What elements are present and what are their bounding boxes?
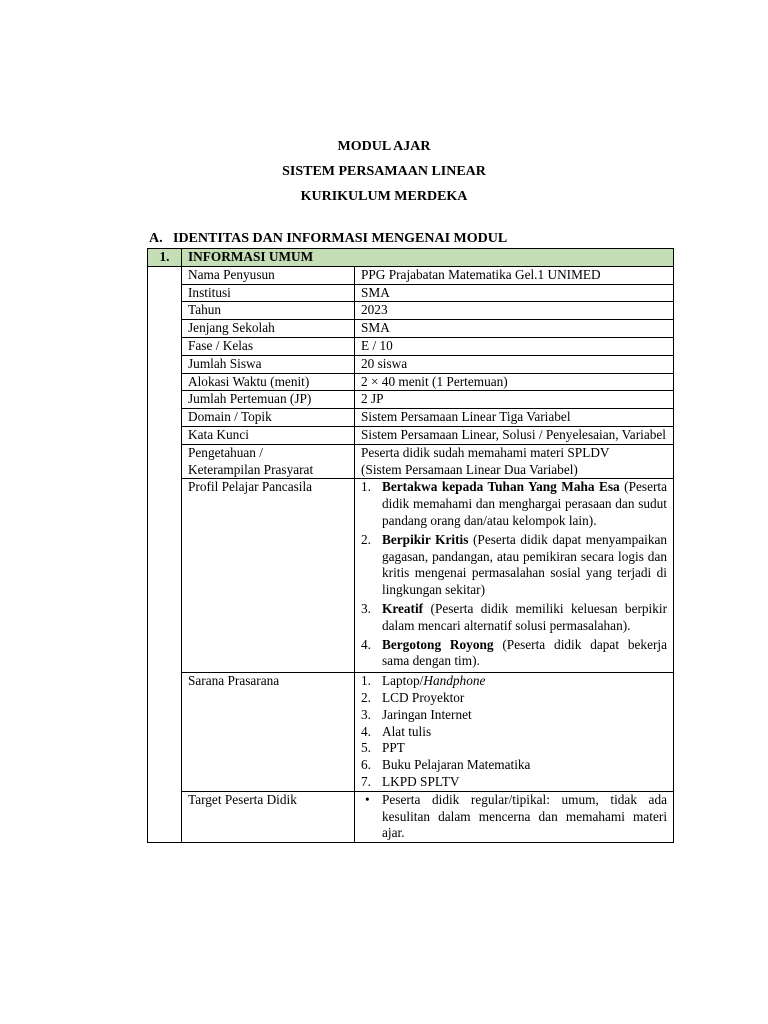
row-value: 2 × 40 menit (1 Pertemuan)	[355, 373, 674, 391]
row-label: Sarana Prasarana	[182, 673, 355, 792]
row-value: Sistem Persamaan Linear Tiga Variabel	[355, 409, 674, 427]
profil-item-title: Bertakwa kepada Tuhan Yang Maha Esa	[382, 479, 620, 495]
list-text: Buku Pelajaran Matematika	[382, 757, 531, 773]
table-row-profil	[148, 479, 674, 673]
list-number: 1.	[361, 673, 371, 689]
list-text: Peserta didik regular/tipikal: umum, tidak ada kesulitan dalam mencerna dan memahami materi ajar.	[382, 791, 668, 841]
profil-item-title: Bergotong Royong	[382, 636, 494, 652]
module-identity-table	[147, 248, 674, 843]
row-label: Fase / Kelas	[182, 337, 355, 355]
row-label: Jumlah Siswa	[182, 355, 355, 373]
list-text: LKPD SPLTV	[382, 773, 460, 789]
table-row	[148, 337, 674, 355]
row-value	[355, 479, 674, 673]
table-row	[148, 302, 674, 320]
profil-item-text: (Peserta didik dapat menyampaikan gagasan, pandangan, atau pemikiran secara logis dan kritis mengenai permasalahan sosial yang terjadi di lingkungan sekitar)	[382, 531, 668, 598]
table-row	[148, 391, 674, 409]
row-label	[182, 444, 355, 479]
row-label: Jumlah Pertemuan (JP)	[182, 391, 355, 409]
row-label: Institusi	[182, 284, 355, 302]
row-value: Sistem Persamaan Linear, Solusi / Penyelesaian, Variabel	[355, 426, 674, 444]
document-title-line-3: KURIKULUM MERDEKA	[300, 189, 468, 204]
profil-item-text: (Peserta didik dapat bekerja sama dengan tim).	[382, 636, 667, 669]
list-number: 4.	[361, 636, 371, 652]
header-number: 1.	[148, 249, 182, 267]
list-item	[361, 724, 667, 741]
list-item	[361, 707, 667, 724]
number-column-cell	[148, 266, 182, 842]
row-value: 2 JP	[355, 391, 674, 409]
row-value-line: Peserta didik sudah memahami materi SPLDV	[361, 444, 610, 460]
list-item	[361, 532, 667, 599]
table-row	[148, 355, 674, 373]
table-header-row	[148, 249, 674, 267]
table-row	[148, 373, 674, 391]
list-item	[361, 757, 667, 774]
list-text: Laptop/	[382, 673, 424, 689]
row-value: 2023	[355, 302, 674, 320]
list-item	[361, 637, 667, 671]
row-label: Profil Pelajar Pancasila	[182, 479, 355, 673]
row-label: Alokasi Waktu (menit)	[182, 373, 355, 391]
profil-list	[361, 479, 667, 670]
list-item	[361, 673, 667, 690]
profil-item-title: Kreatif	[382, 600, 424, 616]
list-text: LCD Proyektor	[382, 689, 465, 705]
list-number: 5.	[361, 740, 371, 756]
section-letter: A.	[149, 231, 163, 246]
row-value	[355, 673, 674, 792]
section-heading	[149, 231, 507, 247]
list-number: 3.	[361, 600, 371, 616]
row-label: Kata Kunci	[182, 426, 355, 444]
table-row	[148, 320, 674, 338]
list-item	[361, 690, 667, 707]
target-list	[361, 792, 667, 842]
row-value-line: (Sistem Persamaan Linear Dua Variabel)	[361, 461, 578, 477]
list-number: 2.	[361, 531, 371, 547]
sarana-list	[361, 673, 667, 791]
row-value	[355, 791, 674, 842]
row-label: Tahun	[182, 302, 355, 320]
profil-item-title: Berpikir Kritis	[382, 531, 469, 547]
list-text: PPT	[382, 740, 405, 756]
table-row	[148, 426, 674, 444]
list-number: 6.	[361, 757, 371, 773]
list-number: 1.	[361, 479, 371, 495]
row-label: Domain / Topik	[182, 409, 355, 427]
list-item	[361, 740, 667, 757]
table-row	[148, 409, 674, 427]
list-number: 7.	[361, 773, 371, 789]
table-row-target	[148, 791, 674, 842]
row-value: SMA	[355, 284, 674, 302]
document-title-line-2: SISTEM PERSAMAAN LINEAR	[282, 164, 486, 179]
row-value	[355, 444, 674, 479]
list-item	[361, 479, 667, 529]
row-label: Jenjang Sekolah	[182, 320, 355, 338]
list-item	[361, 601, 667, 635]
list-text: Alat tulis	[382, 723, 432, 739]
list-text-italic: Handphone	[423, 673, 486, 689]
document-title-line-1: MODUL AJAR	[337, 139, 431, 154]
list-number: 2.	[361, 689, 371, 705]
list-text: Jaringan Internet	[382, 706, 472, 722]
row-value: 20 siswa	[355, 355, 674, 373]
profil-item-text: (Peserta didik memiliki keluesan berpikir dalam mencari alternatif solusi permasalahan).	[382, 600, 668, 633]
row-label-line: Pengetahuan /	[188, 444, 263, 460]
list-number: 4.	[361, 723, 371, 739]
row-value: PPG Prajabatan Matematika Gel.1 UNIMED	[355, 266, 674, 284]
list-number: 3.	[361, 706, 371, 722]
list-item	[361, 792, 667, 842]
profil-item-text: (Peserta didik memahami dan menghargai perasaan dan sudut pandang orang dan/atau kelompok lain).	[382, 479, 668, 528]
row-label: Nama Penyusun	[182, 266, 355, 284]
table-row	[148, 266, 674, 284]
list-item	[361, 774, 667, 791]
row-label: Target Peserta Didik	[182, 791, 355, 842]
row-value: SMA	[355, 320, 674, 338]
header-title: INFORMASI UMUM	[182, 249, 674, 267]
table-row-sarana	[148, 673, 674, 792]
table-row	[148, 284, 674, 302]
bullet-icon: •	[365, 791, 370, 807]
row-label-line: Keterampilan Prasyarat	[188, 461, 314, 477]
row-value: E / 10	[355, 337, 674, 355]
section-title: IDENTITAS DAN INFORMASI MENGENAI MODUL	[173, 231, 508, 246]
table-row	[148, 444, 674, 479]
